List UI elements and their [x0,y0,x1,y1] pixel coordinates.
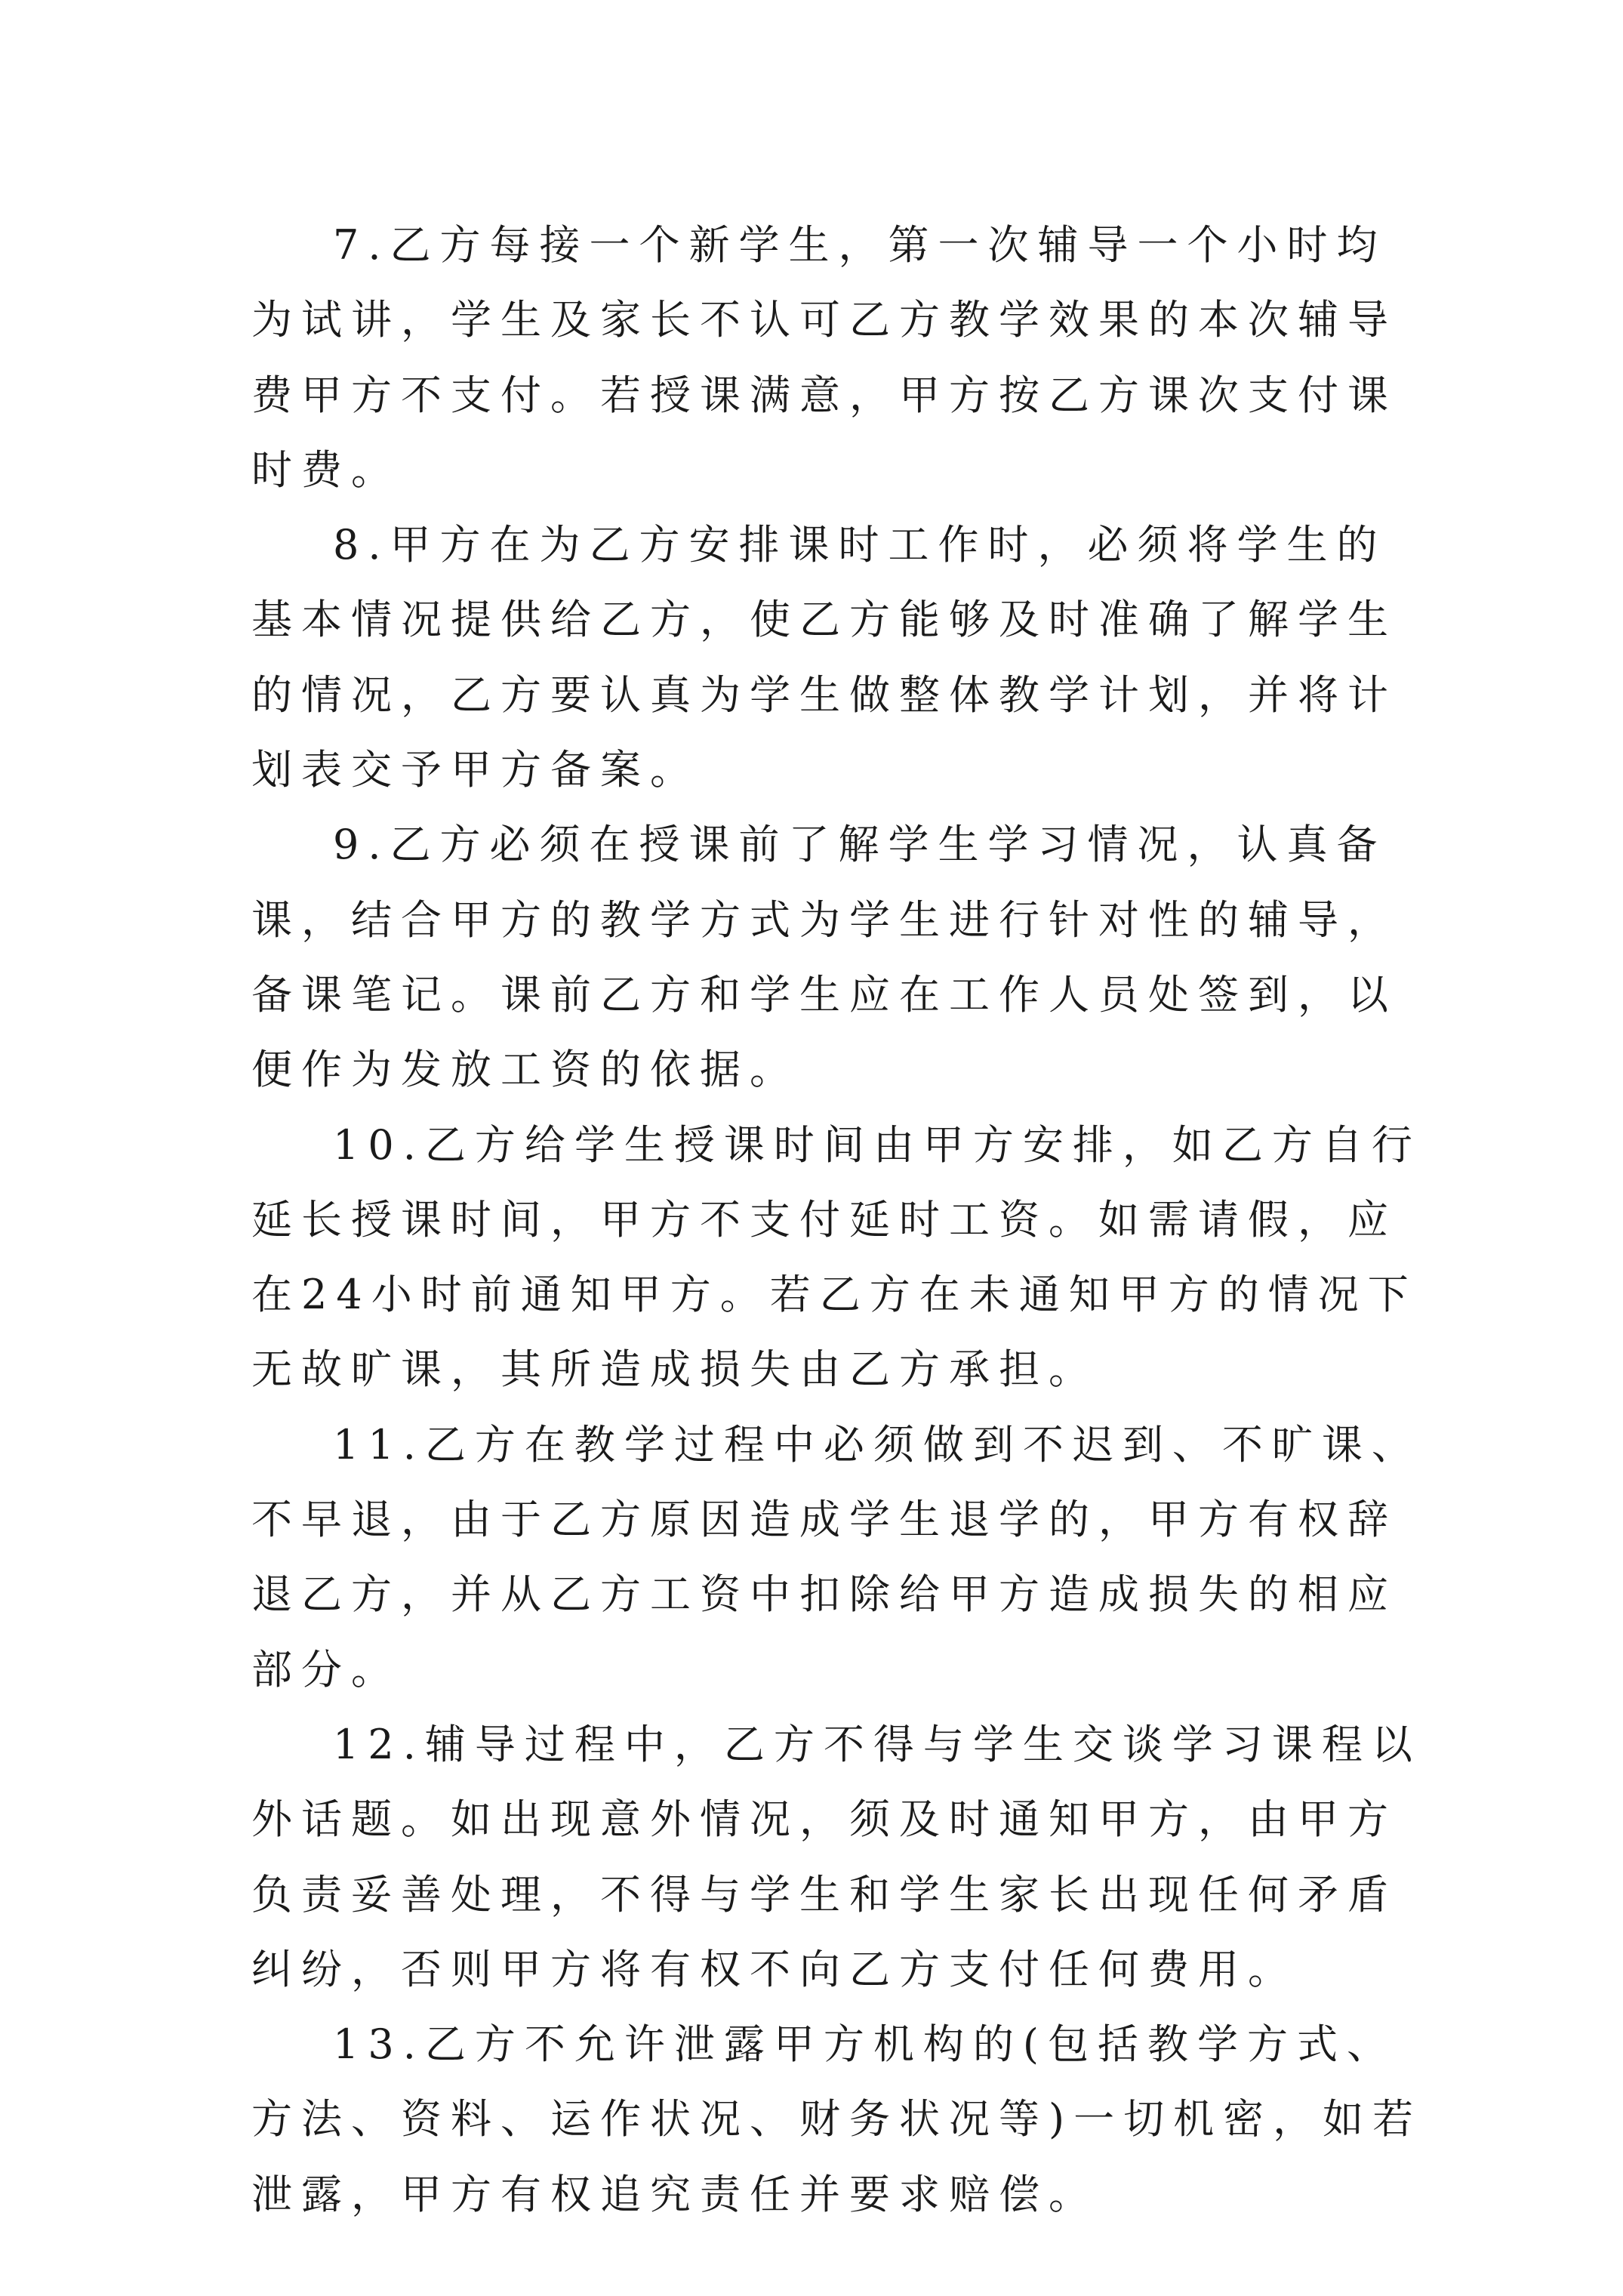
clause-12: 12.辅导过程中，乙方不得与学生交谈学习课程以外话题。如出现意外情况，须及时通知甲方，由甲方负责妥善处理，不得与学生和学生家长出现任何矛盾纠纷，否则甲方将有权不向乙方支付任何费用。 [251,1720,1421,1993]
clause-7: 7.乙方每接一个新学生，第一次辅导一个小时均为试讲，学生及家长不认可乙方教学效果的本次辅导费甲方不支付。若授课满意，甲方按乙方课次支付课时费。 [251,221,1397,494]
clause-10: 10.乙方给学生授课时间由甲方安排，如乙方自行延长授课时间，甲方不支付延时工资。如需请假，应在24小时前通知甲方。若乙方在未通知甲方的情况下无故旷课，其所造成损失由乙方承担。 [251,1120,1421,1394]
clause-11: 11.乙方在教学过程中必须做到不迟到、不旷课、不早退，由于乙方原因造成学生退学的，甲方有权辞退乙方，并从乙方工资中扣除给甲方造成损失的相应部分。 [251,1420,1421,1693]
clause-9: 9.乙方必须在授课前了解学生学习情况，认真备课，结合甲方的教学方式为学生进行针对性的辅导，备课笔记。课前乙方和学生应在工作人员处签到，以便作为发放工资的依据。 [251,821,1397,1094]
document-body [251,208,1429,2232]
clause-8: 8.甲方在为乙方安排课时工作时，必须将学生的基本情况提供给乙方，使乙方能够及时准确了解学生的情况，乙方要认真为学生做整体教学计划，并将计划表交予甲方备案。 [251,521,1397,794]
clause-13: 13.乙方不允许泄露甲方机构的(包括教学方式、方法、资料、运作状况、财务状况等)一切机密，如若泄露，甲方有权追究责任并要求赔偿。 [251,2020,1423,2218]
